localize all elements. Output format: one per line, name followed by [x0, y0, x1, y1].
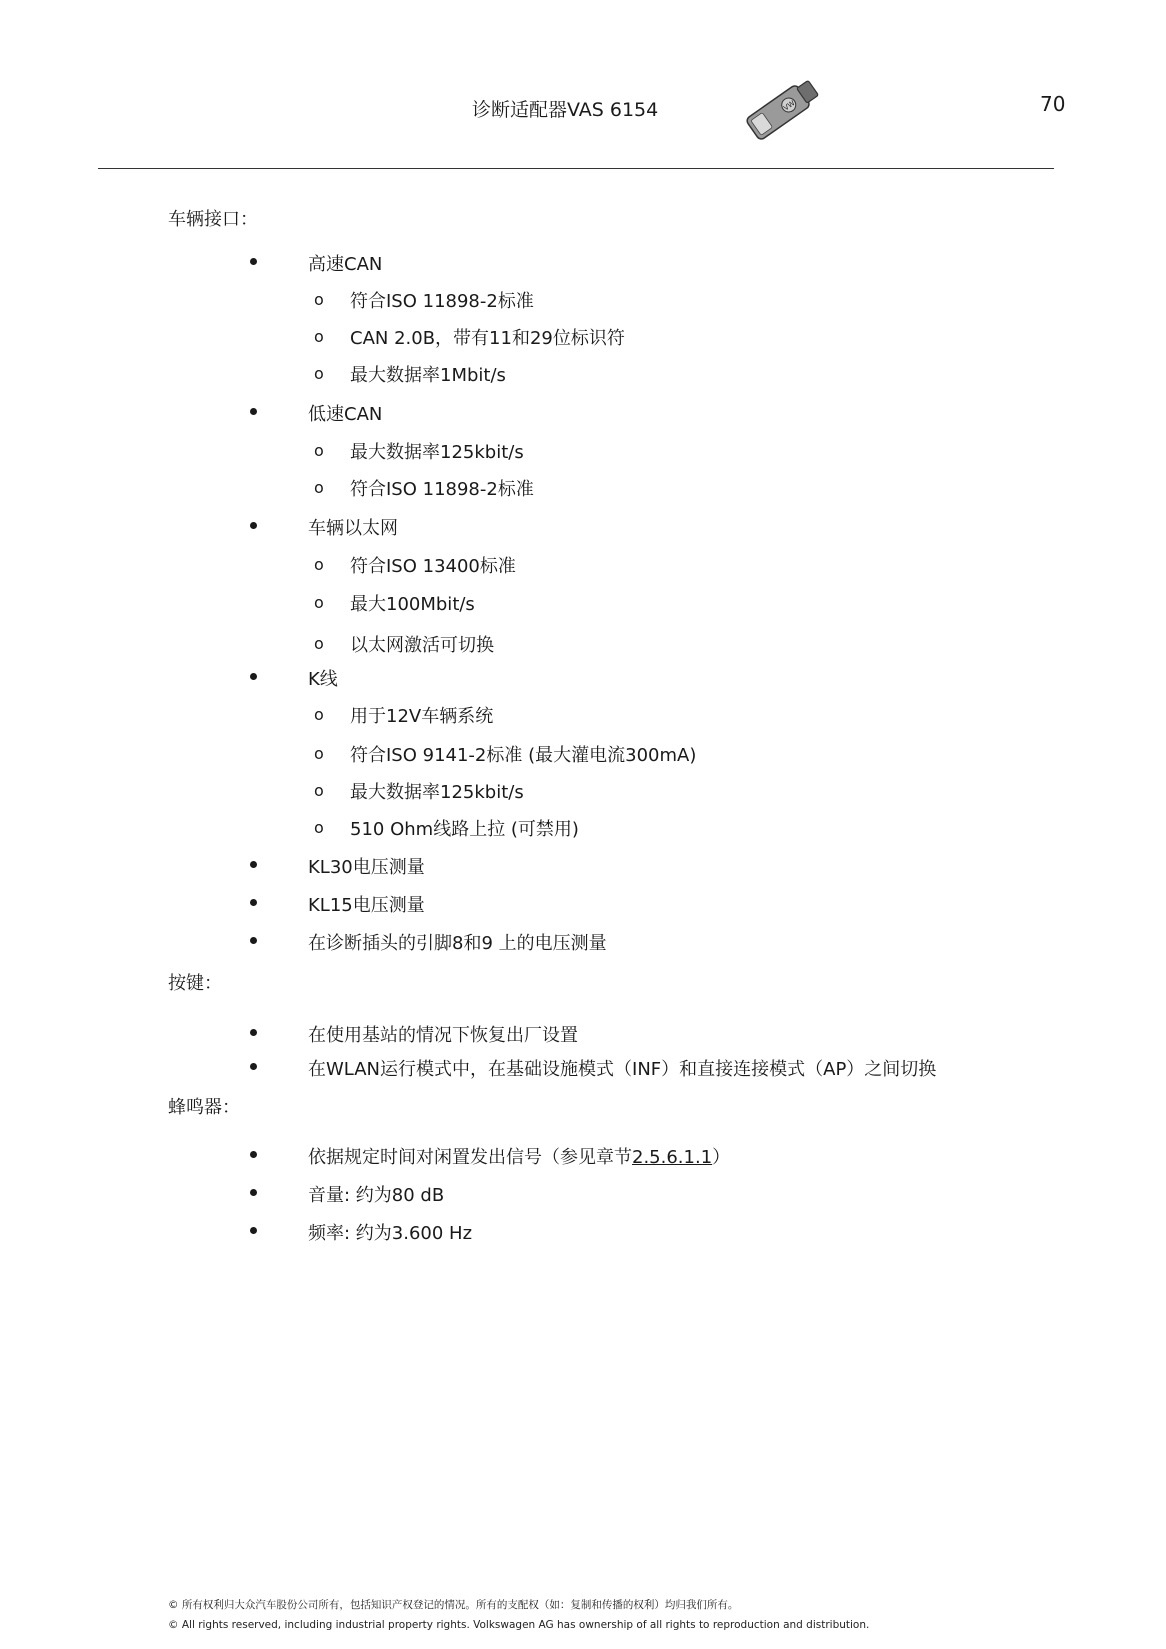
- chapter-link[interactable]: 2.5.6.1.1: [632, 1147, 713, 1168]
- sub-bullet-icon: o: [314, 555, 324, 574]
- list-item-volume: 音量: 约为80 dB: [308, 1185, 445, 1206]
- sub-list-item: 符合ISO 11898-2标准: [350, 291, 534, 312]
- sub-bullet-icon: o: [314, 705, 324, 724]
- list-item-idle-signal: [308, 1143, 730, 1169]
- idle-signal-suffix: ）: [712, 1147, 731, 1168]
- list-item-factory-reset: 在使用基站的情况下恢复出厂设置: [308, 1025, 578, 1046]
- sub-bullet-icon: o: [314, 364, 324, 383]
- device-logo-text: VW: [782, 99, 797, 113]
- sub-list-item: 最大100Mbit/s: [350, 594, 475, 615]
- list-item-kl30: KL30电压测量: [308, 857, 425, 878]
- document-title: 诊断适配器VAS 6154: [472, 99, 659, 121]
- list-item-k-line: K线: [308, 669, 338, 690]
- sub-bullet-icon: o: [314, 781, 324, 800]
- bullet-icon: [250, 1189, 257, 1196]
- sub-bullet-icon: o: [314, 818, 324, 837]
- sub-bullet-icon: o: [314, 478, 324, 497]
- bullet-icon: [250, 861, 257, 868]
- sub-bullet-icon: o: [314, 290, 324, 309]
- bullet-icon: [250, 1227, 257, 1234]
- sub-list-item: 符合ISO 11898-2标准: [350, 479, 534, 500]
- bullet-icon: [250, 1151, 257, 1158]
- header-divider: [98, 168, 1054, 169]
- bullet-icon: [250, 673, 257, 680]
- bullet-icon: [250, 899, 257, 906]
- section-label-buttons: 按键：: [168, 973, 222, 994]
- list-item-high-speed-can: 高速CAN: [308, 254, 383, 275]
- sub-list-item: CAN 2.0B，带有11和29位标识符: [350, 328, 625, 349]
- list-item-kl15: KL15电压测量: [308, 895, 425, 916]
- sub-list-item: 最大数据率125kbit/s: [350, 782, 524, 803]
- idle-signal-text: 依据规定时间对闲置发出信号（参见章节: [308, 1147, 632, 1168]
- bullet-icon: [250, 937, 257, 944]
- sub-bullet-icon: o: [314, 327, 324, 346]
- list-item-low-speed-can: 低速CAN: [308, 404, 383, 425]
- sub-list-item: 符合ISO 13400标准: [350, 556, 516, 577]
- list-item-vehicle-ethernet: 车辆以太网: [308, 518, 398, 539]
- page-number: 70: [1040, 92, 1066, 116]
- sub-bullet-icon: o: [314, 593, 324, 612]
- sub-list-item: 最大数据率125kbit/s: [350, 442, 524, 463]
- sub-list-item: 用于12V车辆系统: [350, 706, 494, 727]
- sub-list-item: 符合ISO 9141-2标准 (最大灌电流300mA): [350, 745, 697, 766]
- footer-copyright-en: © All rights reserved, including industrial property rights. Volkswagen AG has ownership of all rights to reproduction and distribution.: [168, 1619, 870, 1631]
- bullet-icon: [250, 522, 257, 529]
- section-label-vehicle-interface: 车辆接口：: [168, 209, 258, 230]
- sub-list-item: 以太网激活可切换: [350, 635, 494, 656]
- bullet-icon: [250, 408, 257, 415]
- diagnostic-adapter-icon: [738, 74, 828, 144]
- sub-bullet-icon: o: [314, 744, 324, 763]
- section-label-buzzer: 蜂鸣器：: [168, 1097, 240, 1118]
- list-item-pin-voltage: 在诊断插头的引脚8和9 上的电压测量: [308, 933, 607, 954]
- sub-list-item: 最大数据率1Mbit/s: [350, 365, 506, 386]
- list-item-wlan-mode: 在WLAN运行模式中，在基础设施模式（INF）和直接连接模式（AP）之间切换: [308, 1059, 937, 1080]
- sub-bullet-icon: o: [314, 441, 324, 460]
- bullet-icon: [250, 258, 257, 265]
- sub-list-item: 510 Ohm线路上拉 (可禁用): [350, 819, 579, 840]
- footer-copyright-cn: © 所有权利归大众汽车股份公司所有，包括知识产权登记的情况。所有的支配权（如：复制和传播的权利）均归我们所有。: [168, 1599, 739, 1611]
- list-item-frequency: 频率: 约为3.600 Hz: [308, 1223, 473, 1244]
- bullet-icon: [250, 1029, 257, 1036]
- bullet-icon: [250, 1063, 257, 1070]
- sub-bullet-icon: o: [314, 634, 324, 653]
